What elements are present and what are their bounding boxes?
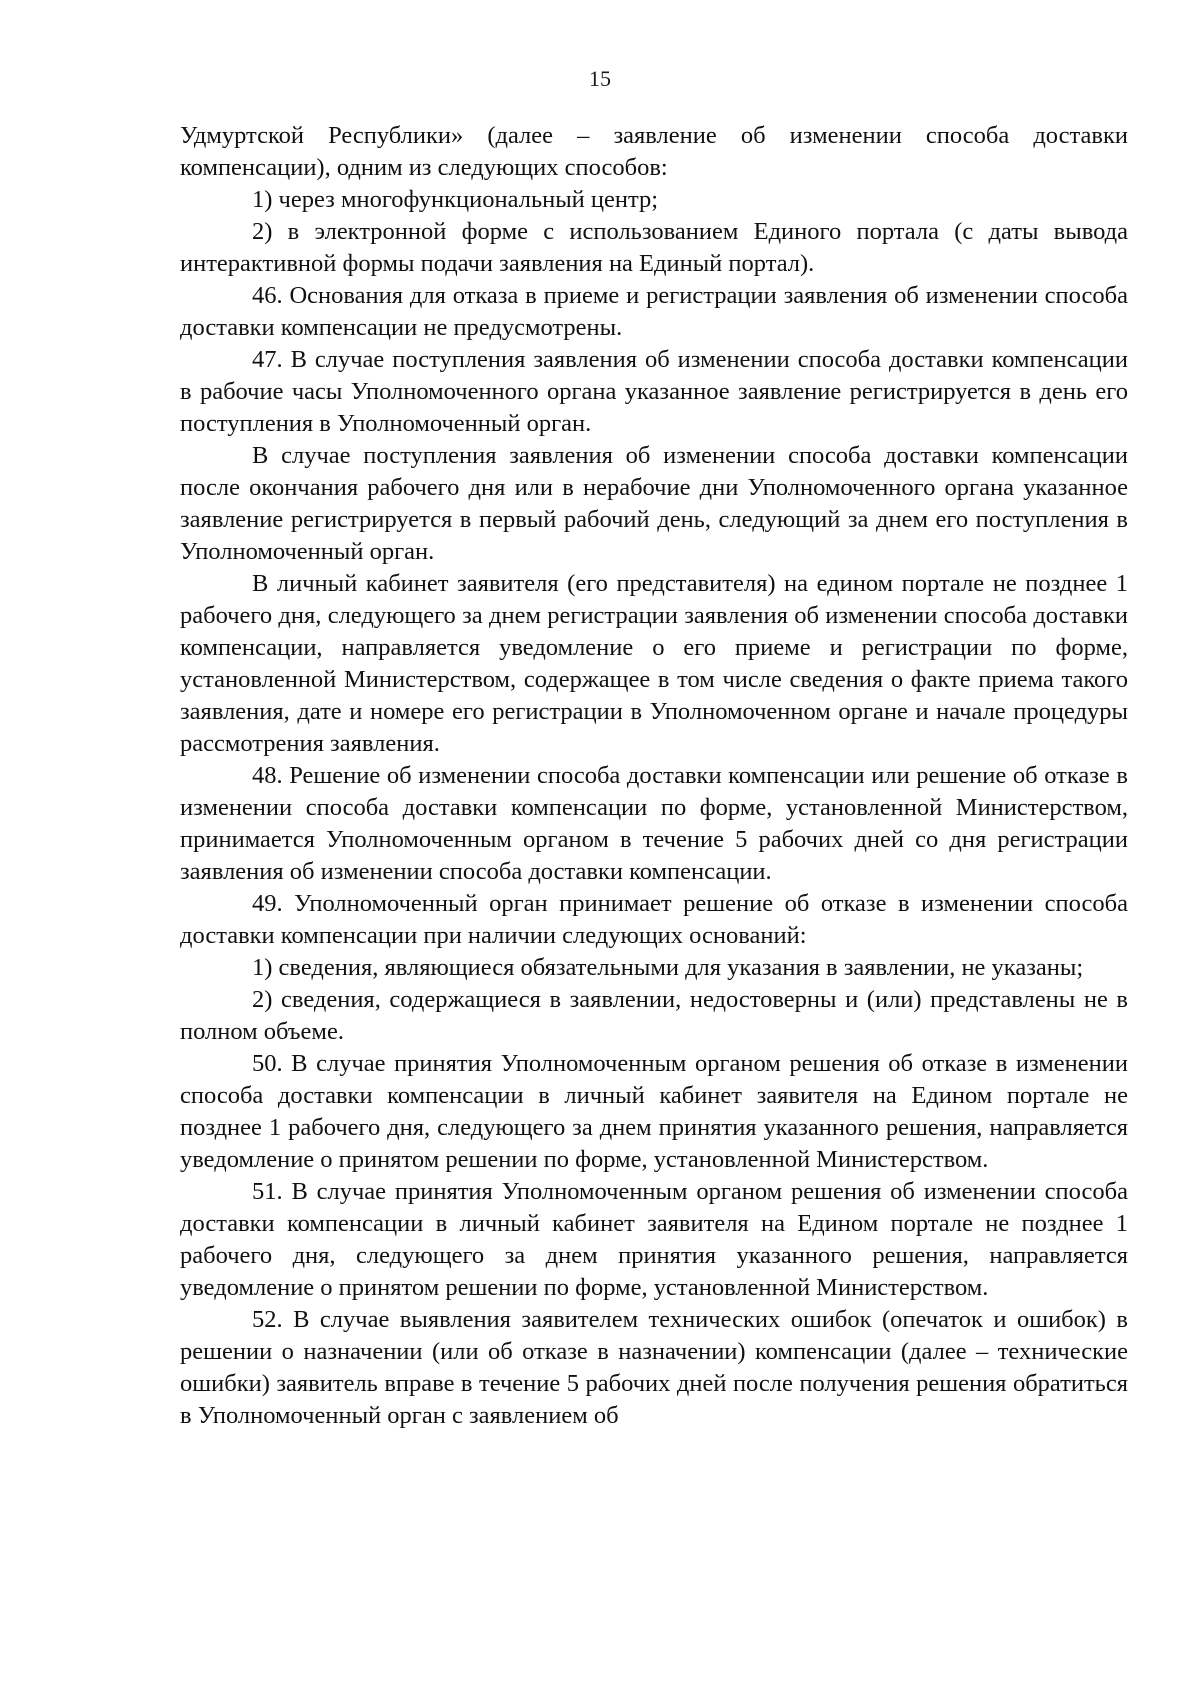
paragraph: 50. В случае принятия Уполномоченным органом решения об отказе в изменении способа доставки компенсации в личный кабинет заявителя на Едином портале не позднее 1 рабочего дня, следующего за днем принятия указанного решения, направляется уведомление о принятом решении по форме, установленной Министерством.: [180, 1050, 1128, 1173]
paragraph: Удмуртской Республики» (далее – заявление об изменении способа доставки компенсации), одним из следующих способов:: [180, 122, 1128, 181]
paragraph: 46. Основания для отказа в приеме и регистрации заявления об изменении способа доставки компенсации не предусмотрены.: [180, 282, 1128, 341]
paragraph: 51. В случае принятия Уполномоченным органом решения об изменении способа доставки компенсации в личный кабинет заявителя на Едином портале не позднее 1 рабочего дня, следующего за днем принятия указанного решения, направляется уведомление о принятом решении по форме, установленной Министерством.: [180, 1178, 1128, 1301]
document-body: [180, 120, 1128, 1432]
paragraph: 47. В случае поступления заявления об изменении способа доставки компенсации в рабочие часы Уполномоченного органа указанное заявление регистрируется в день его поступления в Уполномоченный орган.: [180, 346, 1128, 437]
paragraph: В личный кабинет заявителя (его представителя) на едином портале не позднее 1 рабочего дня, следующего за днем регистрации заявления об изменении способа доставки компенсации, направляется уведомление о его приеме и регистрации по форме, установленной Министерством, содержащее в том числе сведения о факте приема такого заявления, дате и номере его регистрации в Уполномоченном органе и начале процедуры рассмотрения заявления.: [180, 570, 1128, 757]
paragraph: 2) сведения, содержащиеся в заявлении, недостоверны и (или) представлены не в полном объеме.: [180, 986, 1128, 1045]
paragraph: 48. Решение об изменении способа доставки компенсации или решение об отказе в изменении способа доставки компенсации по форме, установленной Министерством, принимается Уполномоченным органом в течение 5 рабочих дней со дня регистрации заявления об изменении способа доставки компенсации.: [180, 762, 1128, 885]
paragraph: 2) в электронной форме с использованием Единого портала (с даты вывода интерактивной формы подачи заявления на Единый портал).: [180, 218, 1128, 277]
paragraph: 52. В случае выявления заявителем технических ошибок (опечаток и ошибок) в решении о назначении (или об отказе в назначении) компенсации (далее – технические ошибки) заявитель вправе в течение 5 рабочих дней после получения решения обратиться в Уполномоченный орган с заявлением об: [180, 1306, 1128, 1429]
paragraph: 1) через многофункциональный центр;: [252, 186, 659, 213]
paragraph: В случае поступления заявления об изменении способа доставки компенсации после окончания рабочего дня или в нерабочие дни Уполномоченного органа указанное заявление регистрируется в первый рабочий день, следующий за днем его поступления в Уполномоченный орган.: [180, 442, 1128, 565]
paragraph: 49. Уполномоченный орган принимает решение об отказе в изменении способа доставки компенсации при наличии следующих оснований:: [180, 890, 1128, 949]
paragraph: 1) сведения, являющиеся обязательными для указания в заявлении, не указаны;: [252, 954, 1084, 981]
page-number: 15: [589, 66, 611, 91]
